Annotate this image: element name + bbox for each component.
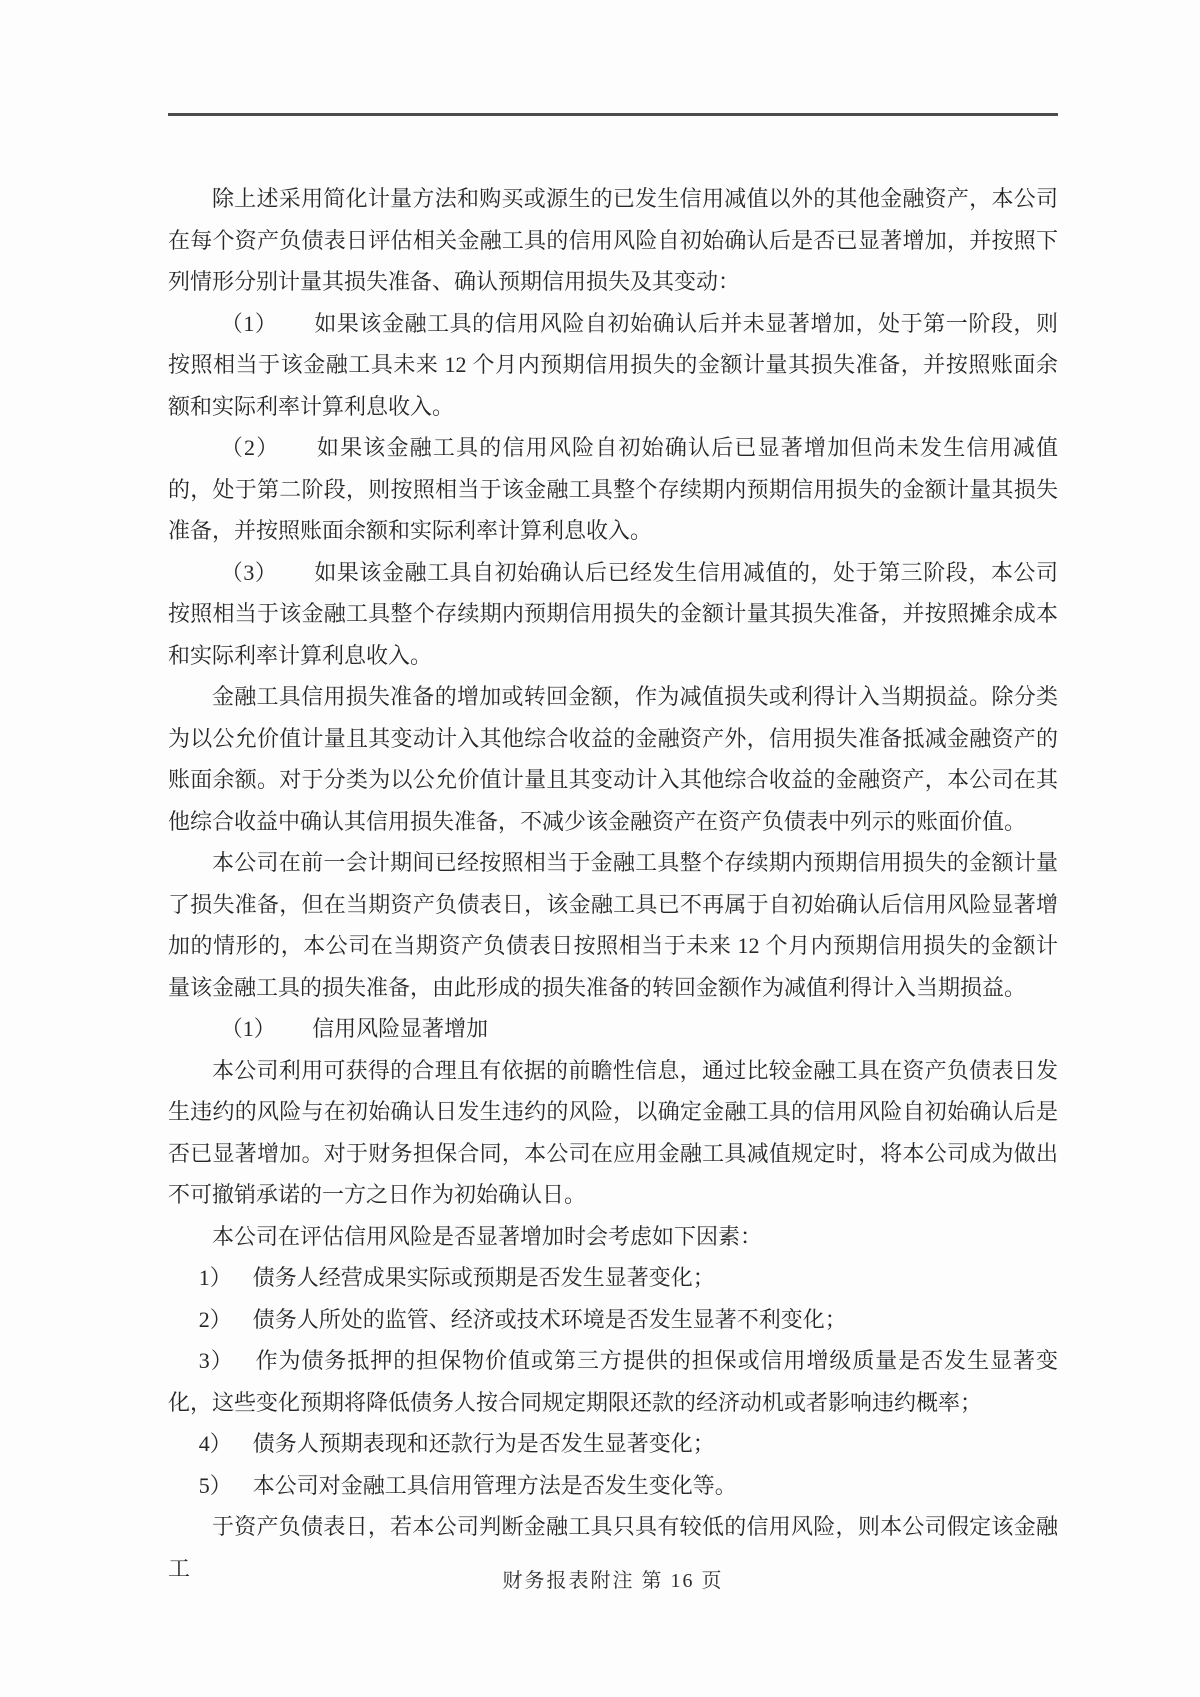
paragraph-marker: （1） xyxy=(220,1016,276,1041)
marker-gap xyxy=(232,1284,253,1285)
paragraph-marker: （1） xyxy=(220,310,278,336)
paragraph-stage-3 xyxy=(168,552,1058,677)
paragraph-factors-lead-in xyxy=(168,1216,1058,1258)
paragraph-stage-1 xyxy=(168,303,1058,428)
paragraph-text: 于资产负债表日，若本公司判断金融工具只具有较低的信用风险，则本公司假定该金融工 xyxy=(168,1514,1058,1581)
paragraph-stage-2 xyxy=(168,427,1058,552)
list-item-text: 本公司对金融工具信用管理方法是否发生变化等。 xyxy=(252,1472,737,1498)
paragraph-marker: （2） xyxy=(220,435,280,460)
paragraph-prior-period xyxy=(168,842,1058,1008)
marker-gap xyxy=(232,1492,253,1493)
marker-gap xyxy=(234,1367,255,1368)
paragraph-heading-credit-risk-increase xyxy=(168,1008,1058,1050)
marker-gap xyxy=(232,1326,253,1327)
list-item-marker: 3） xyxy=(198,1348,234,1373)
list-item-text: 债务人预期表现和还款行为是否发生显著变化； xyxy=(252,1431,715,1456)
marker-gap xyxy=(277,579,313,580)
list-item-text: 债务人所处的监管、经济或技术环境是否发生显著不利变化； xyxy=(252,1306,847,1332)
paragraph-text: 除上述采用简化计量方法和购买或源生的已发生信用减值以外的其他金融资产，本公司在每个资产负债表日评估相关金融工具的信用风险自初始确认后是否已显著增加，并按照下列情形分别计量其损失准备、确认预期信用损失及其变动： xyxy=(168,186,1058,294)
list-item-text: 债务人经营成果实际或预期是否发生显著变化； xyxy=(252,1265,715,1290)
paragraph-text: 金融工具信用损失准备的增加或转回金额，作为减值损失或利得计入当期损益。除分类为以公允价值计量且其变动计入其他综合收益的金融资产外，信用损失准备抵减金融资产的账面余额。对于分类为以公允价值计量且其变动计入其他综合收益的金融资产，本公司在其他综合收益中确认其信用损失准备，不减少该金融资产在资产负债表中列示的账面价值。 xyxy=(168,684,1058,834)
list-item-2 xyxy=(168,1299,1058,1341)
list-item-1 xyxy=(168,1257,1058,1299)
paragraph-text: 如果该金融工具的信用风险自初始确认后并未显著增加，处于第一阶段，则按照相当于该金融工具未来 12 个月内预期信用损失的金额计量其损失准备，并按照账面余额和实际利率计算利息收入。 xyxy=(168,310,1058,419)
paragraph-text: 信用风险显著增加 xyxy=(312,1016,489,1041)
paragraph-marker: （3） xyxy=(220,559,278,585)
paragraph-text: 本公司在前一会计期间已经按照相当于金融工具整个存续期内预期信用损失的金额计量了损失准备，但在当期资产负债表日，该金融工具已不再属于自初始确认后信用风险显著增加的情形的，本公司在当期资产负债表日按照相当于未来 12 个月内预期信用损失的金额计量该金融工具的损失准备，由此形成的损失准备的转回金额作为减值利得计入当期损益。 xyxy=(168,850,1058,1000)
list-item-5 xyxy=(168,1465,1058,1507)
paragraph-text: 本公司利用可获得的合理且有依据的前瞻性信息，通过比较金融工具在资产负债表日发生违约的风险与在初始确认日发生违约的风险，以确定金融工具的信用风险自初始确认后是否已显著增加。对于财务担保合同，本公司在应用金融工具减值规定时，将本公司成为做出不可撤销承诺的一方之日作为初始确认日。 xyxy=(168,1057,1058,1207)
list-item-text: 作为债务抵押的担保物价值或第三方提供的担保或信用增级质量是否发生显著变化，这些变化预期将降低债务人按合同规定期限还款的经济动机或者影响违约概率； xyxy=(168,1348,1058,1415)
list-item-marker: 5） xyxy=(198,1472,232,1498)
paragraph-text: 本公司在评估信用风险是否显著增加时会考虑如下因素： xyxy=(212,1223,763,1249)
list-item-3 xyxy=(168,1340,1058,1423)
marker-gap xyxy=(277,330,313,331)
paragraph-intro xyxy=(168,178,1058,303)
paragraph-text: 如果该金融工具自初始确认后已经发生信用减值的，处于第三阶段，本公司按照相当于该金融工具整个存续期内预期信用损失的金额计量其损失准备，并按照摊余成本和实际利率计算利息收入。 xyxy=(168,559,1058,668)
marker-gap xyxy=(232,1450,253,1451)
list-item-marker: 2） xyxy=(198,1306,232,1332)
list-item-4 xyxy=(168,1423,1058,1465)
marker-gap xyxy=(276,1035,312,1036)
header-rule xyxy=(168,113,1058,116)
page-footer-text: 财务报表附注 第 16 页 xyxy=(502,1570,724,1592)
paragraph-loss-allowance xyxy=(168,676,1058,842)
marker-gap xyxy=(279,454,315,455)
document-body xyxy=(168,178,1058,1589)
list-item-marker: 4） xyxy=(198,1431,232,1456)
page-footer xyxy=(168,1564,1058,1593)
paragraph-text: 如果该金融工具的信用风险自初始确认后已显著增加但尚未发生信用减值的，处于第二阶段，则按照相当于该金融工具整个存续期内预期信用损失的金额计量其损失准备，并按照账面余额和实际利率计算利息收入。 xyxy=(168,435,1058,543)
list-item-marker: 1） xyxy=(198,1265,232,1290)
paragraph-forward-looking-info xyxy=(168,1050,1058,1216)
